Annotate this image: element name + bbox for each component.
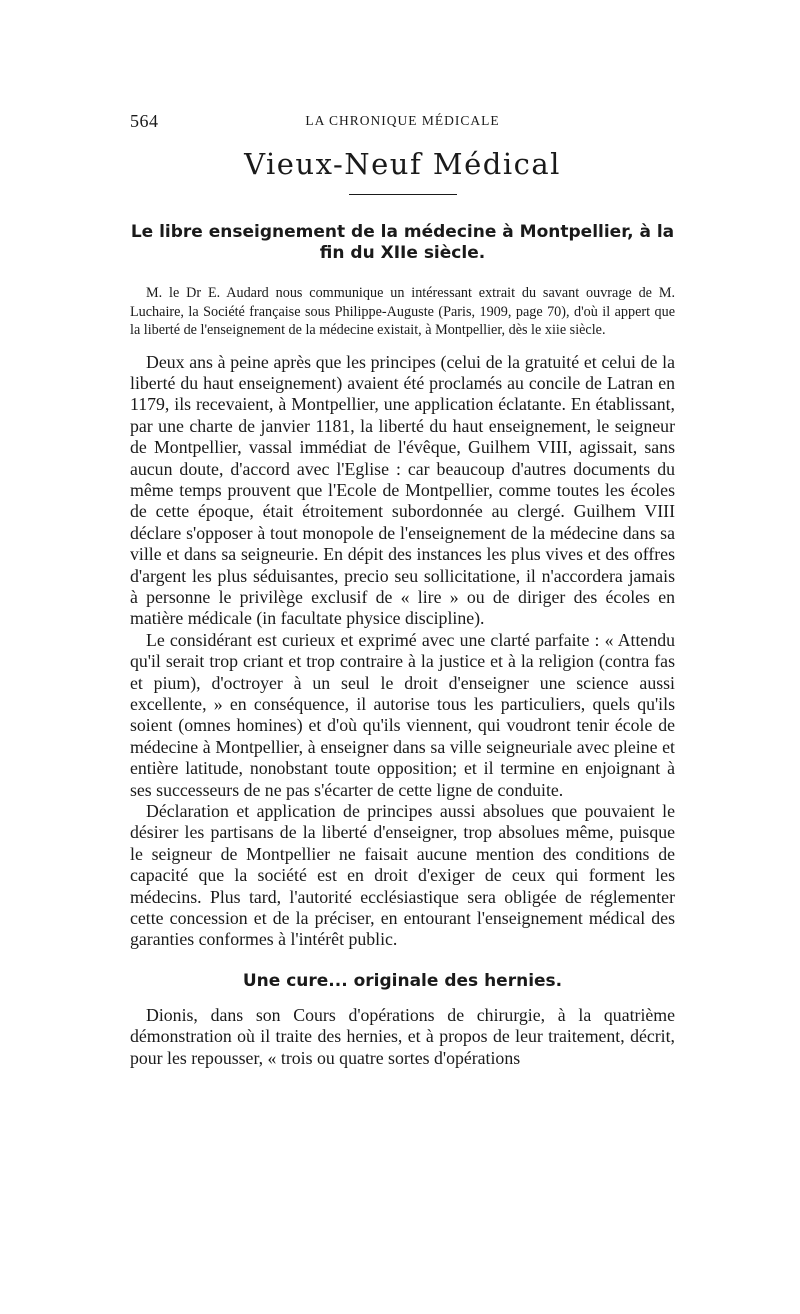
second-article-body [130,1005,675,1069]
journal-title: LA CHRONIQUE MÉDICALE [305,113,500,128]
paragraph: Deux ans à peine après que les principes (celui de la gratuité et celui de la liberté du haut enseignement) avaient été proclamés au concile de Latran en 1179, ils recevaient, à Montpellier, une application éclatante. En établissant, par une charte de janvier 1181, la liberté du haut enseignement, le seigneur de Montpellier, vassal immédiat de l'évêque, Guilhem VIII, agissait, sans aucun doute, d'accord avec l'Eglise : car beaucoup d'autres documents du même temps prouvent que l'Ecole de Montpellier, comme toutes les écoles de cette époque, était étroitement subordonnée au clergé. Guilhem VIII déclare s'opposer à tout monopole de l'enseignement de la médecine dans sa ville et dans sa seigneurie. En dépit des instances les plus vives et des offres d'argent les plus séduisantes, precio seu sollicitatione, il n'accordera jamais à personne le privilège exclusif de « lire » ou de diriger des écoles en matière médicale (in facultate physice discipline). [130,351,675,629]
article-intro: M. le Dr E. Audard nous communique un intéressant extrait du savant ouvrage de M. Luchaire, la Société française sous Philippe-Auguste (Paris, 1909, page 70), d'où il appert que la liberté de l'enseignement de la médecine existait, à Montpellier, dès le xiie siècle. [130,285,675,338]
paragraph: Déclaration et application de principes aussi absolues que pouvaient le désirer les partisans de la liberté d'enseigner, trop absolues même, puisque le seigneur de Montpellier ne faisait aucune mention des conditions de capacité que la société est en droit d'exiger de ceux qui forment les médecins. Plus tard, l'autorité ecclésiastique sera obligée de réglementer cette concession et de la préciser, en entourant l'enseignement médical des garanties conformes à l'intérêt public. [130,801,675,950]
second-article-title: Une cure... originale des hernies. [242,970,563,991]
page-content [130,105,675,1069]
running-head [130,105,675,131]
article-body [130,352,675,951]
paragraph: Dionis, dans son Cours d'opérations de chirurgie, à la quatrième démonstration où il traite des hernies, et à propos de leur traitement, décrit, pour les repousser, « trois ou quatre sortes d'opérations [130,1004,675,1068]
title-divider [349,194,457,195]
section-title: Vieux-Neuf Médical [244,147,561,181]
article-title: Le libre enseignement de la médecine à Montpellier, à la fin du XIIe siècle. [130,222,675,263]
page-number: 564 [130,111,159,131]
paragraph: Le considérant est curieux et exprimé avec une clarté parfaite : « Attendu qu'il serait trop criant et trop contraire à la justice et à la religion (contra fas et pium), d'octroyer à un seul le droit d'enseigner une science aussi excellente, » en conséquence, il autorise tous les particuliers, quels qu'ils soient (omnes homines) et d'où qu'ils viennent, qui voudront tenir école de médecine à Montpellier, à enseigner dans sa ville seigneuriale avec pleine et entière latitude, nonobstant toute opposition; et il termine en enjoignant à ses successeurs de ne pas s'écarter de cette ligne de conduite. [130,629,675,800]
